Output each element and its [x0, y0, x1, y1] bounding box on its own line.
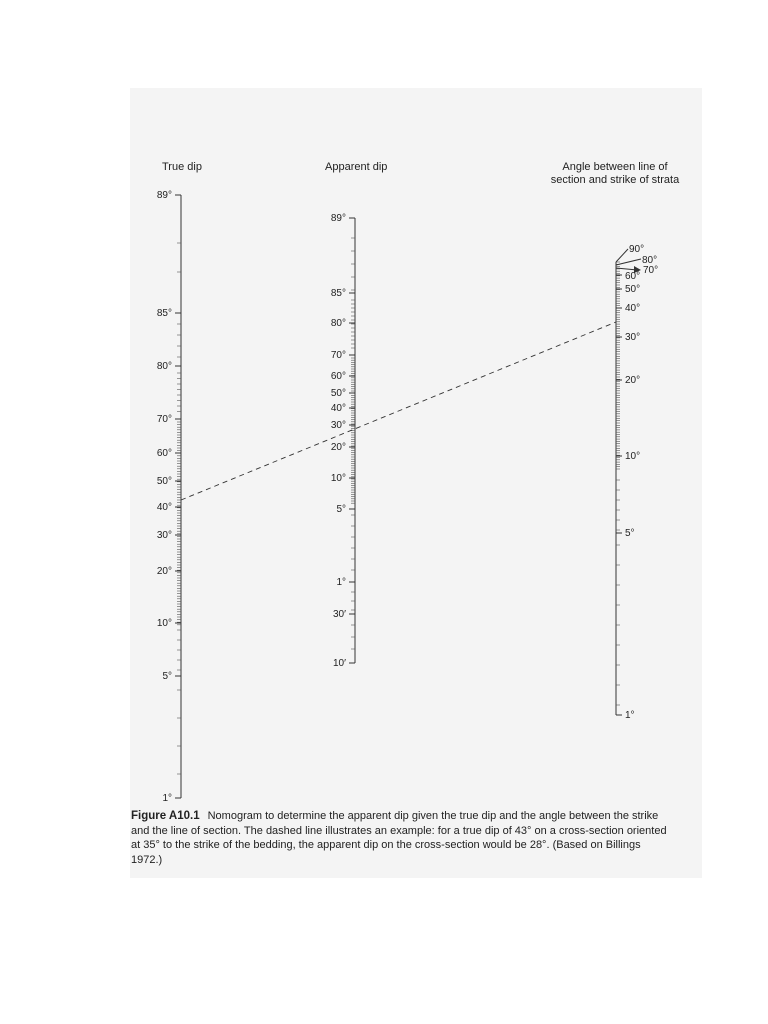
apparent-dip-label-40: 40° — [330, 403, 346, 414]
apparent-dip-label-60: 60° — [330, 371, 346, 382]
header-angle-line1: Angle between line of — [562, 161, 668, 173]
angle-label-50: 50° — [625, 284, 641, 295]
figure-caption — [131, 809, 703, 867]
apparent-dip-label-30min: 30′ — [333, 609, 346, 620]
angle-label-60: 60° — [625, 271, 641, 282]
apparent-dip-label-30: 30° — [330, 420, 346, 431]
apparent-dip-label-20: 20° — [330, 442, 346, 453]
true-dip-label-89: 89° — [156, 190, 172, 201]
apparent-dip-label-70: 70° — [330, 350, 346, 361]
true-dip-label-60: 60° — [156, 448, 172, 459]
apparent-dip-label-10min: 10′ — [333, 658, 346, 669]
caption-label: Figure A10.1 — [131, 810, 200, 822]
angle-label-10: 10° — [625, 451, 641, 462]
true-dip-label-30: 30° — [156, 530, 172, 541]
angle-label-30: 30° — [625, 332, 641, 343]
angle-ticks — [616, 262, 620, 705]
angle-label-20: 20° — [625, 375, 641, 386]
apparent-dip-label-89: 89° — [330, 213, 346, 224]
true-dip-label-80: 80° — [156, 361, 172, 372]
true-dip-label-70: 70° — [156, 414, 172, 425]
true-dip-label-85: 85° — [156, 308, 172, 319]
apparent-dip-ticks — [351, 238, 355, 649]
true-dip-labels — [157, 190, 181, 804]
angle-label-40: 40° — [625, 303, 641, 314]
caption-text: Nomogram to determine the apparent dip given the true dip and the angle between the strike and the line of section. The dashed line illustrates an example: for a true dip of 43° on a cross-section oriented at 35° to the strike of the bedding, the apparent dip on the cross-section would be 28°. (Based on Billings 1972.) — [131, 810, 667, 866]
header-angle-line2: section and strike of strata — [550, 174, 680, 186]
angle-labels — [616, 244, 658, 721]
true-dip-label-50: 50° — [156, 476, 172, 487]
apparent-dip-label-5: 5° — [336, 504, 346, 515]
angle-label-70: 70° — [643, 265, 659, 276]
header-true-dip: True dip — [162, 161, 202, 173]
angle-label-5: 5° — [625, 528, 635, 539]
apparent-dip-labels — [331, 213, 355, 669]
apparent-dip-label-85: 85° — [330, 288, 346, 299]
example-dashed-line — [181, 322, 616, 500]
header-apparent-dip: Apparent dip — [325, 161, 388, 173]
apparent-dip-label-80: 80° — [330, 318, 346, 329]
apparent-dip-label-1: 1° — [336, 577, 346, 588]
true-dip-label-40: 40° — [156, 502, 172, 513]
angle-label-90: 90° — [629, 244, 645, 255]
true-dip-label-5: 5° — [162, 671, 172, 682]
apparent-dip-label-50: 50° — [330, 388, 346, 399]
true-dip-label-20: 20° — [156, 566, 172, 577]
apparent-dip-label-10: 10° — [330, 473, 346, 484]
true-dip-label-1: 1° — [162, 793, 172, 804]
true-dip-ticks — [177, 243, 181, 774]
angle-label-1: 1° — [625, 710, 635, 721]
true-dip-label-10: 10° — [156, 618, 172, 629]
angle-label-80: 80° — [642, 255, 658, 266]
